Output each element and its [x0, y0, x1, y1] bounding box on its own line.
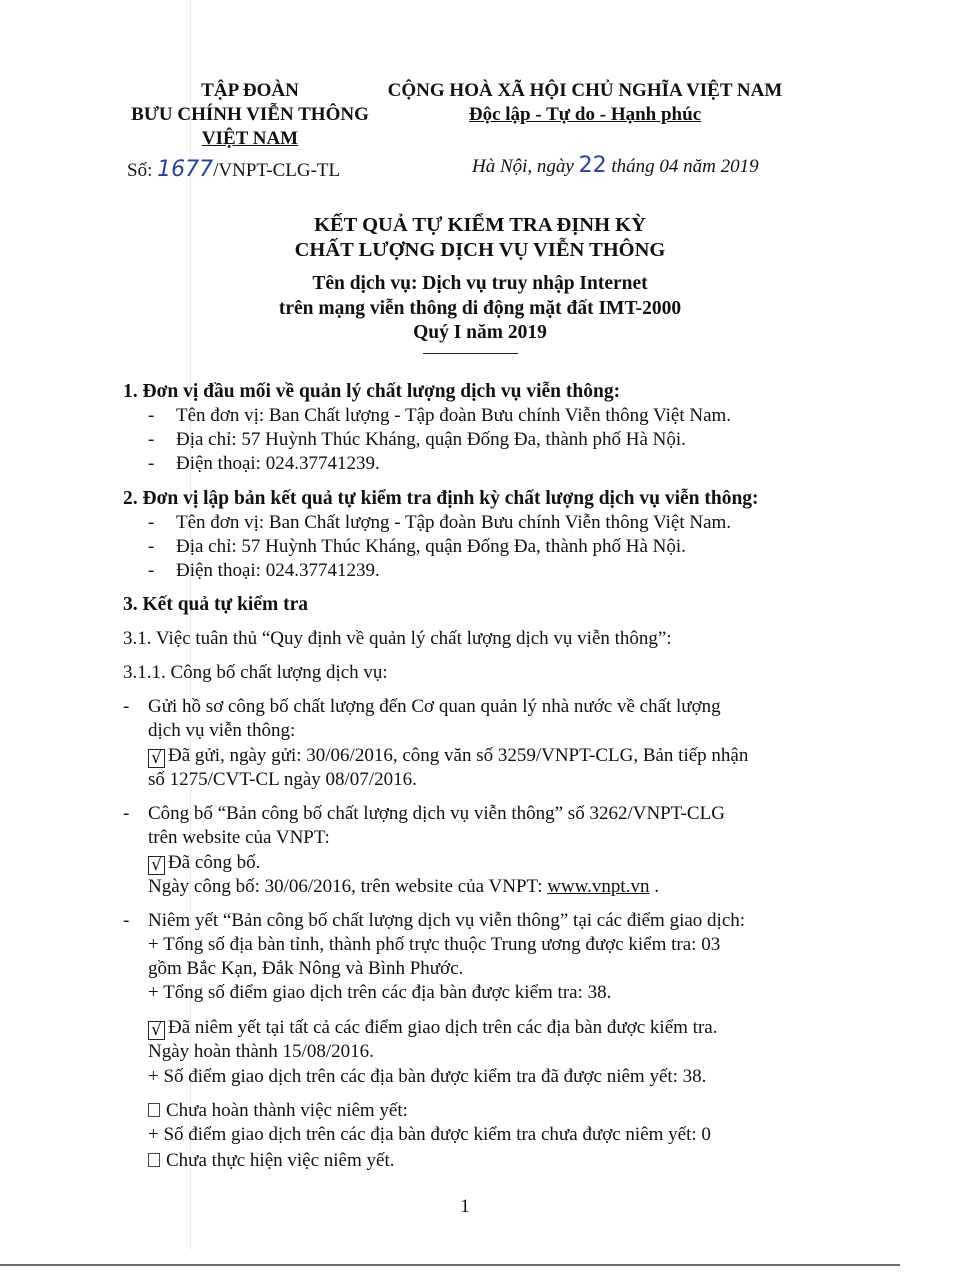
item3-plus1-line1: + Tổng số địa bàn tỉnh, thành phố trực thuộc Trung ương được kiểm tra: 03	[148, 934, 721, 955]
item1-checked	[148, 745, 748, 768]
title-divider	[423, 353, 518, 354]
item3-checked	[148, 1017, 717, 1040]
item3-unchecked1-text: Chưa hoàn thành việc niêm yết:	[166, 1100, 408, 1121]
section1-item-name: Tên đơn vị: Ban Chất lượng - Tập đoàn Bưu chính Viễn thông Việt Nam.	[176, 405, 732, 426]
document-number	[127, 157, 340, 182]
bullet-dash: -	[148, 429, 155, 450]
bullet-dash: -	[148, 560, 155, 581]
motto	[370, 104, 800, 126]
section2-item-address: Địa chỉ: 57 Huỳnh Thúc Kháng, quận Đống Đa, thành phố Hà Nội.	[176, 536, 686, 557]
section1-heading: 1. Đơn vị đầu mối về quản lý chất lượng dịch vụ viễn thông:	[123, 381, 621, 402]
empty-checkbox-icon	[148, 1153, 160, 1167]
checked-checkbox-icon: √	[148, 856, 165, 875]
item2-checked-text: Đã công bố.	[168, 852, 261, 873]
bullet-dash: -	[148, 405, 155, 426]
item2-date	[148, 876, 659, 898]
bottom-border	[0, 1264, 900, 1266]
service-name-line1: Tên dịch vụ: Dịch vụ truy nhập Internet	[312, 273, 648, 294]
section2-item-phone: Điện thoại: 024.37741239.	[176, 560, 380, 581]
section2-item-name: Tên đơn vị: Ban Chất lượng - Tập đoàn Bưu chính Viễn thông Việt Nam.	[176, 512, 732, 533]
item2-line1: Công bố “Bản công bố chất lượng dịch vụ viễn thông” số 3262/VNPT-CLG	[148, 803, 725, 824]
org-name-line3: VIỆT NAM	[201, 128, 299, 149]
item3-unchecked2	[148, 1150, 394, 1172]
bullet-dash: -	[148, 512, 155, 533]
doc-no-suffix: /VNPT-CLG-TL	[213, 160, 341, 181]
bullet-dash: -	[148, 536, 155, 557]
item1-line1: Gửi hồ sơ công bố chất lượng đến Cơ quan quản lý nhà nước về chất lượng	[148, 696, 721, 717]
item1-checked-line2: số 1275/CVT-CL ngày 08/07/2016.	[148, 769, 417, 790]
item3-unchecked1-plus: + Số điểm giao dịch trên các địa bàn được kiểm tra chưa được niêm yết: 0	[148, 1124, 711, 1145]
place-date	[472, 153, 759, 178]
item3-unchecked2-text: Chưa thực hiện việc niêm yết.	[166, 1150, 395, 1171]
page-number: 1	[460, 1196, 470, 1217]
item3-checked-text1: Đã niêm yết tại tất cả các điểm giao dịch trên các địa bàn được kiểm tra.	[168, 1017, 718, 1038]
item3-checked-plus: + Số điểm giao dịch trên các địa bàn được kiểm tra đã được niêm yết: 38.	[148, 1066, 707, 1087]
item2-date-suffix: .	[654, 876, 659, 897]
date-day-handwritten: 22	[578, 153, 607, 178]
subsection-3-1: 3.1. Việc tuân thủ “Quy định về quản lý chất lượng dịch vụ viễn thông”:	[123, 628, 672, 649]
motto-text: Độc lập - Tự do - Hạnh phúc	[468, 104, 702, 125]
date-prefix: Hà Nội, ngày	[472, 156, 574, 177]
subsection-3-1-1: 3.1.1. Công bố chất lượng dịch vụ:	[123, 662, 388, 683]
section1-item-phone: Điện thoại: 024.37741239.	[176, 453, 380, 474]
date-suffix: tháng 04 năm 2019	[611, 156, 759, 177]
item2-date-prefix: Ngày công bố: 30/06/2016, trên website của VNPT:	[148, 876, 543, 897]
item3-unchecked1	[148, 1100, 408, 1122]
bullet-dash: -	[148, 453, 155, 474]
item3-line1: Niêm yết “Bản công bố chất lượng dịch vụ viễn thông” tại các điểm giao dịch:	[148, 910, 746, 931]
org-name-line2: BƯU CHÍNH VIỄN THÔNG	[131, 104, 369, 125]
vnpt-website-link[interactable]: www.vnpt.vn	[547, 876, 650, 897]
report-title-line1: KẾT QUẢ TỰ KIỂM TRA ĐỊNH KỲ	[314, 214, 646, 236]
report-title-line2: CHẤT LƯỢNG DỊCH VỤ VIỄN THÔNG	[294, 239, 666, 261]
checked-checkbox-icon: √	[148, 1021, 165, 1040]
item2-checked	[148, 852, 260, 875]
doc-no-label: Số:	[127, 160, 153, 181]
bullet-dash: -	[123, 696, 130, 717]
empty-checkbox-icon	[148, 1103, 160, 1117]
section1-item-address: Địa chỉ: 57 Huỳnh Thúc Kháng, quận Đống Đa, thành phố Hà Nội.	[176, 429, 686, 450]
bullet-dash: -	[123, 803, 130, 824]
item3-checked-line2: Ngày hoàn thành 15/08/2016.	[148, 1041, 374, 1062]
item1-checked-text1: Đã gửi, ngày gửi: 30/06/2016, công văn số 3259/VNPT-CLG, Bản tiếp nhận	[168, 745, 749, 766]
item3-plus1-line2: gồm Bắc Kạn, Đắk Nông và Bình Phước.	[148, 958, 464, 979]
checked-checkbox-icon: √	[148, 749, 165, 768]
item1-line2: dịch vụ viễn thông:	[148, 720, 296, 741]
org-name-line1: TẬP ĐOÀN	[201, 80, 299, 101]
report-period: Quý I năm 2019	[413, 322, 547, 343]
doc-no-handwritten: 1677	[157, 157, 214, 182]
item3-plus2: + Tổng số điểm giao dịch trên các địa bàn được kiểm tra: 38.	[148, 982, 612, 1003]
nation-title: CỘNG HOÀ XÃ HỘI CHỦ NGHĨA VIỆT NAM	[387, 80, 783, 101]
bullet-dash: -	[123, 910, 130, 931]
service-name-line2: trên mạng viễn thông di động mặt đất IMT-2000	[278, 298, 682, 319]
item2-line2: trên website của VNPT:	[148, 827, 330, 848]
section3-heading: 3. Kết quả tự kiểm tra	[123, 594, 309, 615]
section2-heading: 2. Đơn vị lập bản kết quả tự kiểm tra định kỳ chất lượng dịch vụ viễn thông:	[123, 488, 759, 509]
